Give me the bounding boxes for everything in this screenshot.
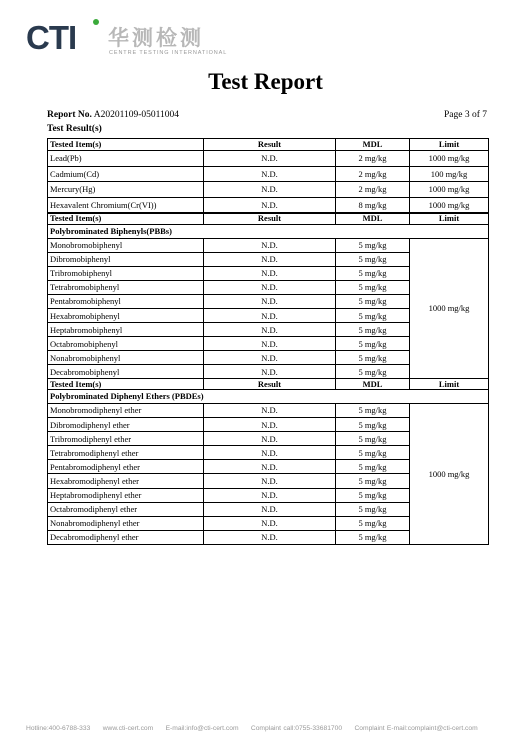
group-label: Polybrominated Diphenyl Ethers (PBDEs) — [48, 389, 489, 403]
report-number — [47, 110, 179, 120]
column-header-mdl: MDL — [336, 139, 410, 151]
mdl-cell: 5 mg/kg — [336, 403, 410, 417]
item-cell: Mercury(Hg) — [48, 182, 204, 198]
footer-complaint-call: Complaint call:0755-33681700 — [250, 725, 343, 732]
logo-mark: CTI — [26, 19, 77, 56]
footer-hotline: Hotline:400-6788-333 — [26, 725, 91, 732]
result-cell: N.D. — [204, 308, 336, 322]
mdl-cell: 5 mg/kg — [336, 252, 410, 266]
item-cell: Dibromobiphenyl — [48, 252, 204, 266]
item-cell: Heptabromobiphenyl — [48, 323, 204, 337]
item-cell: Tribromodiphenyl ether — [48, 432, 204, 446]
footer-complaint-email: Complaint E-mail:complaint@cti-cert.com — [354, 725, 478, 732]
limit-cell: 1000 mg/kg — [410, 238, 489, 379]
mdl-cell: 5 mg/kg — [336, 446, 410, 460]
limit-cell: 1000 mg/kg — [410, 182, 489, 198]
mdl-cell: 5 mg/kg — [336, 266, 410, 280]
result-cell: N.D. — [204, 151, 336, 167]
mdl-cell: 8 mg/kg — [336, 197, 410, 213]
item-cell: Tetrabromodiphenyl ether — [48, 446, 204, 460]
column-header-limit: Limit — [410, 139, 489, 151]
result-cell: N.D. — [204, 323, 336, 337]
mdl-cell: 5 mg/kg — [336, 530, 410, 544]
result-cell: N.D. — [204, 294, 336, 308]
mdl-cell: 5 mg/kg — [336, 418, 410, 432]
item-cell: Pentabromodiphenyl ether — [48, 460, 204, 474]
item-cell: Octabromobiphenyl — [48, 337, 204, 351]
result-cell: N.D. — [204, 337, 336, 351]
item-cell: Pentabromobiphenyl — [48, 294, 204, 308]
footer-website: www.cti-cert.com — [102, 725, 154, 732]
column-header-result: Result — [204, 139, 336, 151]
item-cell: Tetrabromobiphenyl — [48, 280, 204, 294]
column-header-result: Result — [204, 379, 336, 390]
mdl-cell: 5 mg/kg — [336, 238, 410, 252]
result-cell: N.D. — [204, 351, 336, 365]
result-cell: N.D. — [204, 166, 336, 182]
column-header-mdl: MDL — [336, 213, 410, 224]
result-cell: N.D. — [204, 365, 336, 379]
result-cell: N.D. — [204, 197, 336, 213]
result-cell: N.D. — [204, 474, 336, 488]
limit-cell: 100 mg/kg — [410, 166, 489, 182]
item-cell: Nonabromobiphenyl — [48, 351, 204, 365]
result-cell: N.D. — [204, 280, 336, 294]
report-number-label: Report No. — [47, 110, 92, 120]
logo-dot-icon — [93, 19, 99, 25]
logo-chinese-name: 华测检测 — [108, 26, 204, 50]
results-table — [47, 138, 489, 545]
mdl-cell: 5 mg/kg — [336, 502, 410, 516]
mdl-cell: 5 mg/kg — [336, 516, 410, 530]
mdl-cell: 5 mg/kg — [336, 308, 410, 322]
limit-cell: 1000 mg/kg — [410, 403, 489, 544]
item-cell: Tribromobiphenyl — [48, 266, 204, 280]
result-cell: N.D. — [204, 530, 336, 544]
result-cell: N.D. — [204, 502, 336, 516]
result-cell: N.D. — [204, 252, 336, 266]
result-cell: N.D. — [204, 488, 336, 502]
table-row — [48, 166, 489, 182]
item-cell: Decabromobiphenyl — [48, 365, 204, 379]
table-header-row — [48, 379, 489, 390]
result-cell: N.D. — [204, 418, 336, 432]
item-cell: Decabromodiphenyl ether — [48, 530, 204, 544]
result-cell: N.D. — [204, 182, 336, 198]
group-label: Polybrominated Biphenyls(PBBs) — [48, 224, 489, 238]
mdl-cell: 5 mg/kg — [336, 323, 410, 337]
result-cell: N.D. — [204, 403, 336, 417]
page-number: Page 3 of 7 — [443, 110, 487, 120]
mdl-cell: 2 mg/kg — [336, 166, 410, 182]
mdl-cell: 5 mg/kg — [336, 432, 410, 446]
group-row — [48, 224, 489, 238]
result-cell: N.D. — [204, 238, 336, 252]
result-cell: N.D. — [204, 432, 336, 446]
mdl-cell: 5 mg/kg — [336, 280, 410, 294]
table-row — [48, 151, 489, 167]
item-cell: Octabromodiphenyl ether — [48, 502, 204, 516]
item-cell: Hexavalent Chromium(Cr(VI)) — [48, 197, 204, 213]
footer-email: E-mail:info@cti-cert.com — [165, 725, 239, 732]
logo-english-name: CENTRE TESTING INTERNATIONAL — [109, 50, 228, 56]
column-header-result: Result — [204, 213, 336, 224]
mdl-cell: 5 mg/kg — [336, 365, 410, 379]
table-header-row — [48, 213, 489, 224]
mdl-cell: 5 mg/kg — [336, 351, 410, 365]
table-row — [48, 238, 489, 252]
mdl-cell: 2 mg/kg — [336, 151, 410, 167]
table-header-row — [48, 139, 489, 151]
page-title: Test Report — [208, 69, 323, 94]
result-cell: N.D. — [204, 446, 336, 460]
mdl-cell: 5 mg/kg — [336, 474, 410, 488]
item-cell: Heptabromodiphenyl ether — [48, 488, 204, 502]
group-row — [48, 389, 489, 403]
results-heading: Test Result(s) — [47, 124, 102, 134]
column-header-limit: Limit — [410, 213, 489, 224]
result-cell: N.D. — [204, 460, 336, 474]
column-header-mdl: MDL — [336, 379, 410, 390]
result-cell: N.D. — [204, 516, 336, 530]
table-row — [48, 197, 489, 213]
mdl-cell: 5 mg/kg — [336, 337, 410, 351]
column-header-item: Tested Item(s) — [48, 139, 204, 151]
item-cell: Nonabromodiphenyl ether — [48, 516, 204, 530]
mdl-cell: 5 mg/kg — [336, 460, 410, 474]
mdl-cell: 5 mg/kg — [336, 294, 410, 308]
page-footer — [26, 725, 488, 732]
mdl-cell: 5 mg/kg — [336, 488, 410, 502]
limit-cell: 1000 mg/kg — [410, 151, 489, 167]
column-header-item: Tested Item(s) — [48, 379, 204, 390]
limit-cell: 1000 mg/kg — [410, 197, 489, 213]
table-row — [48, 182, 489, 198]
item-cell: Hexabromodiphenyl ether — [48, 474, 204, 488]
item-cell: Dibromodiphenyl ether — [48, 418, 204, 432]
column-header-item: Tested Item(s) — [48, 213, 204, 224]
table-row — [48, 403, 489, 417]
result-cell: N.D. — [204, 266, 336, 280]
item-cell: Hexabromobiphenyl — [48, 308, 204, 322]
item-cell: Lead(Pb) — [48, 151, 204, 167]
item-cell: Cadmium(Cd) — [48, 166, 204, 182]
mdl-cell: 2 mg/kg — [336, 182, 410, 198]
column-header-limit: Limit — [410, 379, 489, 390]
report-number-value: A20201109-05011004 — [93, 110, 180, 120]
item-cell: Monobromobiphenyl — [48, 238, 204, 252]
item-cell: Monobromodiphenyl ether — [48, 403, 204, 417]
